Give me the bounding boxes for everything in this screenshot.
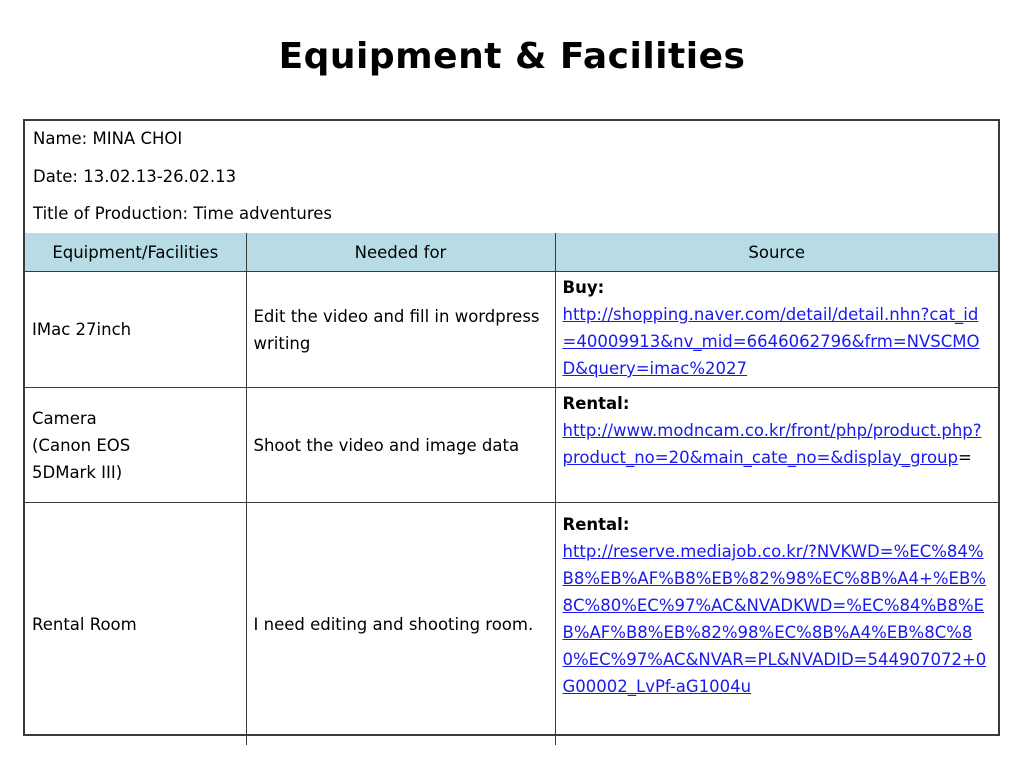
source-link[interactable]: http://shopping.naver.com/detail/detail.nhn?cat_id=40009913&nv_mid=6646062796&frm=NVSCMOD&query=imac%2027 bbox=[562, 305, 980, 378]
equipment-cell bbox=[25, 503, 246, 746]
table-header-row bbox=[25, 233, 998, 272]
equipment-cell bbox=[25, 272, 246, 388]
equipment-table bbox=[25, 233, 998, 745]
student-name: Name: MINA CHOI bbox=[33, 129, 183, 148]
needed-for-cell: Shoot the video and image data bbox=[246, 388, 555, 503]
production-title: Title of Production: Time adventures bbox=[33, 204, 333, 223]
source-cell bbox=[555, 503, 998, 746]
header-needed-for: Needed for bbox=[246, 233, 555, 272]
source-type: Buy: bbox=[562, 278, 605, 297]
source-link[interactable]: http://www.modncam.co.kr/front/php/product.php?product_no=20&main_cate_no=&display_group bbox=[562, 421, 982, 467]
page-title: Equipment & Facilities bbox=[278, 36, 746, 77]
header-equipment: Equipment/Facilities bbox=[25, 233, 246, 272]
equipment-name: IMac 27inch bbox=[32, 320, 132, 339]
equipment-name-line: (Canon EOS bbox=[32, 435, 131, 455]
needed-for-cell: Edit the video and fill in wordpress writing bbox=[246, 272, 555, 388]
equipment-name: Rental Room bbox=[32, 614, 137, 634]
production-info bbox=[25, 121, 998, 235]
table-row bbox=[25, 503, 998, 746]
source-cell bbox=[555, 388, 998, 503]
production-date: Date: 13.02.13-26.02.13 bbox=[33, 166, 237, 186]
source-type: Rental: bbox=[562, 515, 630, 534]
source-link[interactable]: http://reserve.mediajob.co.kr/?NVKWD=%EC%84%B8%EB%AF%B8%EB%82%98%EC%8B%A4+%EB%8C%80%EC%97%AC&NVADKWD=%EC%84%B8%EB%AF%B8%EB%82%98%EC%8B%A4%EB%8C%80%EC%97%AC&NVAR=PL&NVADID=544907072+0G00002_LvPf-aG1004u bbox=[562, 542, 987, 696]
equipment-cell bbox=[25, 388, 246, 503]
source-type: Rental: bbox=[562, 394, 630, 413]
equipment-name-line: Camera bbox=[32, 408, 97, 428]
source-suffix: = bbox=[957, 448, 972, 467]
header-source: Source bbox=[555, 233, 998, 272]
equipment-sheet bbox=[23, 119, 1000, 736]
needed-for-cell: I need editing and shooting room. bbox=[246, 503, 555, 746]
source-cell bbox=[555, 272, 998, 388]
table-row bbox=[25, 388, 998, 503]
equipment-name-line: 5DMark III) bbox=[32, 462, 123, 482]
table-row bbox=[25, 272, 998, 388]
